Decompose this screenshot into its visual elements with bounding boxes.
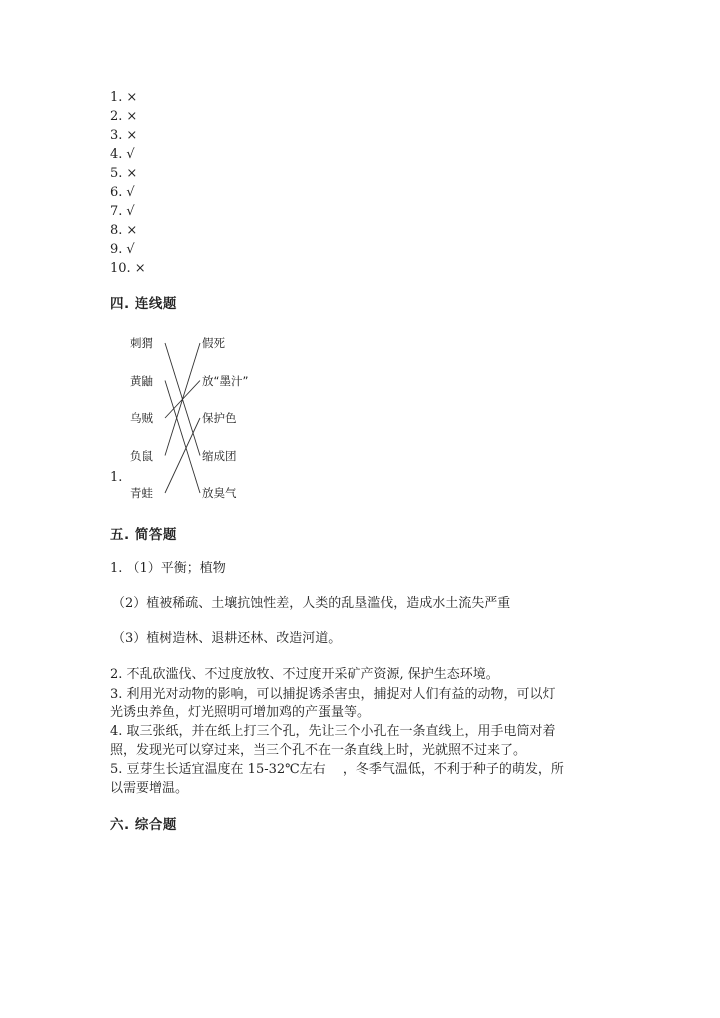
section6-title: 六. 综合题 bbox=[110, 817, 177, 833]
tf-answer-number: 10. bbox=[110, 261, 131, 276]
tf-answer-mark: √ bbox=[126, 242, 135, 257]
tf-answer-item bbox=[110, 164, 146, 183]
tf-answer-item bbox=[110, 183, 146, 202]
matching-left-item: 负鼠 bbox=[130, 448, 153, 463]
section5-title: 五. 简答题 bbox=[110, 527, 177, 543]
matching-right-item: 保护色 bbox=[202, 411, 237, 425]
tf-answer-mark: × bbox=[126, 90, 138, 105]
tf-answer-number: 5. bbox=[110, 166, 123, 181]
q1-part3: （3）植树造林、退耕还林、改造河道。 bbox=[112, 631, 342, 646]
tf-answer-mark: × bbox=[134, 261, 146, 276]
tf-answer-mark: √ bbox=[126, 147, 135, 162]
matching-left-item: 刺猬 bbox=[130, 336, 153, 350]
matching-right-item: 放“墨汁” bbox=[202, 373, 249, 388]
q5-line1: 5. 豆芽生长适宜温度在 15-32℃左右 ，冬季气温低，不利于种子的萌发，所 bbox=[110, 762, 564, 777]
tf-answer-number: 8. bbox=[110, 223, 123, 238]
matching-right-item: 放臭气 bbox=[202, 486, 237, 500]
tf-answer-number: 3. bbox=[110, 128, 123, 143]
tf-answer-mark: × bbox=[126, 223, 138, 238]
q2-answer: 2. 不乱砍滥伐、不过度放牧、不过度开采矿产资源, 保护生态环境。 bbox=[110, 667, 499, 682]
tf-answer-mark: × bbox=[126, 166, 138, 181]
q5-line2: 以需要增温。 bbox=[110, 781, 189, 796]
q3-line1: 3. 利用光对动物的影响，可以捕捉诱杀害虫，捕捉对人们有益的动物，可以灯 bbox=[110, 687, 556, 702]
q1-part1: 1. （1）平衡；植物 bbox=[110, 561, 226, 576]
tf-answer-number: 9. bbox=[110, 242, 123, 257]
tf-answer-number: 2. bbox=[110, 109, 123, 124]
tf-answer-item bbox=[110, 259, 146, 278]
tf-answer-item bbox=[110, 107, 146, 126]
matching-line bbox=[165, 418, 200, 493]
matching-left-item: 青蛙 bbox=[130, 486, 153, 500]
tf-answer-number: 4. bbox=[110, 147, 123, 162]
q4-line1: 4. 取三张纸，并在纸上打三个孔，先让三个小孔在一条直线上，用手电筒对着 bbox=[110, 724, 556, 739]
tf-answer-number: 6. bbox=[110, 185, 123, 200]
q1-part2: （2）植被稀疏、土壤抗蚀性差，人类的乱垦滥伐，造成水土流失严重 bbox=[112, 596, 511, 611]
matching-line bbox=[165, 381, 200, 494]
tf-answer-mark: × bbox=[126, 128, 138, 143]
matching-left-item: 乌贼 bbox=[130, 411, 153, 425]
tf-answer-item bbox=[110, 126, 146, 145]
tf-answer-mark: √ bbox=[126, 204, 135, 219]
tf-answer-item bbox=[110, 221, 146, 240]
matching-left-item: 黄鼬 bbox=[130, 373, 153, 388]
matching-diagram bbox=[110, 330, 310, 505]
tf-answer-item bbox=[110, 145, 146, 164]
matching-right-item: 假死 bbox=[202, 336, 225, 350]
tf-answer-mark: √ bbox=[126, 185, 135, 200]
matching-question-number: 1. bbox=[110, 470, 123, 485]
tf-answer-item bbox=[110, 202, 146, 221]
section4-title: 四. 连线题 bbox=[110, 296, 177, 312]
tf-answer-number: 1. bbox=[110, 90, 123, 105]
q4-line2: 照，发现光可以穿过来，当三个孔不在一条直线上时，光就照不过来了。 bbox=[110, 743, 527, 758]
tf-answer-item bbox=[110, 240, 146, 259]
true-false-answers bbox=[110, 88, 146, 278]
q3-line2: 光诱虫养鱼，灯光照明可增加鸡的产蛋量等。 bbox=[110, 705, 371, 720]
matching-right-item: 缩成团 bbox=[202, 448, 237, 463]
tf-answer-mark: × bbox=[126, 109, 138, 124]
tf-answer-number: 7. bbox=[110, 204, 123, 219]
tf-answer-item bbox=[110, 88, 146, 107]
